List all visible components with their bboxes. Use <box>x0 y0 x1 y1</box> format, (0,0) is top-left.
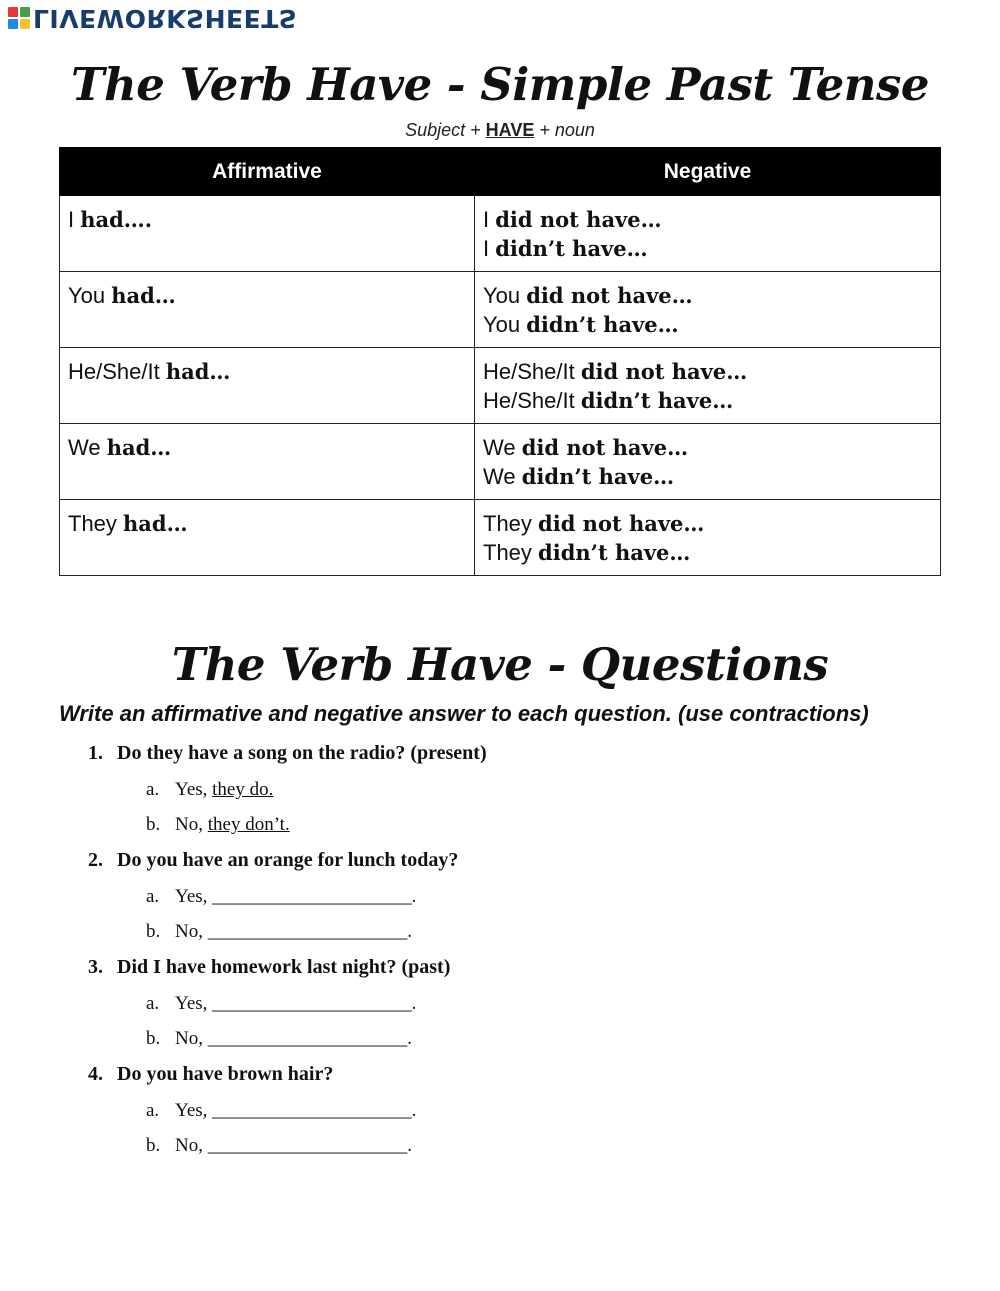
table-row <box>60 272 941 348</box>
answer-line[interactable] <box>146 814 290 836</box>
answer-prefix: No, <box>175 1135 208 1156</box>
answer-blank[interactable]: _____________________. <box>207 921 412 942</box>
affirmative-cell <box>60 500 475 576</box>
answer-letter: b. <box>146 1028 161 1049</box>
logo-block <box>8 19 18 29</box>
answer-line[interactable] <box>146 993 416 1015</box>
verb: didn’t have… <box>526 312 679 337</box>
logo-block <box>8 7 18 17</box>
answer-text[interactable]: they don’t. <box>207 814 290 835</box>
negative-long <box>483 357 932 386</box>
answer-blank[interactable]: _____________________. <box>212 886 417 907</box>
verb: had…. <box>80 207 153 232</box>
affirmative-cell <box>60 348 475 424</box>
logo-blocks-icon <box>8 7 30 29</box>
verb: had… <box>106 435 172 460</box>
verb: didn’t have… <box>495 236 648 261</box>
negative-contraction <box>483 310 932 339</box>
subject: I <box>68 207 81 232</box>
affirmative-cell <box>60 272 475 348</box>
logo-block <box>20 19 30 29</box>
verb: did not have… <box>526 283 693 308</box>
table-header-row <box>60 148 941 196</box>
question <box>88 742 487 765</box>
answer-line[interactable] <box>146 886 416 908</box>
answer-letter: a. <box>146 886 160 907</box>
subject: They <box>483 540 539 565</box>
subject: You <box>68 283 112 308</box>
instructions: Write an affirmative and negative answer to each question. (use contractions) <box>59 701 869 726</box>
answer-prefix: No, <box>175 814 208 835</box>
question-number: 4. <box>88 1063 103 1085</box>
answer-blank[interactable]: _____________________. <box>207 1135 412 1156</box>
subject: We <box>483 464 522 489</box>
verb: did not have… <box>521 435 689 460</box>
verb: didn’t have… <box>580 388 734 413</box>
formula-after: + noun <box>534 120 595 140</box>
subject: We <box>483 435 522 460</box>
verb: didn’t have… <box>538 540 691 565</box>
negative-cell <box>475 348 941 424</box>
verb: did not have… <box>580 359 748 384</box>
negative-long <box>483 433 932 462</box>
negative-contraction <box>483 386 932 415</box>
formula-keyword: HAVE <box>485 120 535 140</box>
answer-letter: b. <box>146 921 161 942</box>
answer-prefix: No, <box>175 1028 208 1049</box>
subject: He/She/It <box>68 359 166 384</box>
verb: had… <box>165 359 231 384</box>
table-row <box>60 500 941 576</box>
header-affirmative: Affirmative <box>60 148 475 196</box>
subject: They <box>68 511 124 536</box>
verb: had… <box>111 283 176 308</box>
question-text: Do you have brown hair? <box>117 1063 334 1085</box>
table-row <box>60 424 941 500</box>
question-text: Do you have an orange for lunch today? <box>117 849 459 871</box>
answer-line[interactable] <box>146 1028 412 1050</box>
answer-prefix: No, <box>175 921 208 942</box>
negative-long <box>483 509 932 538</box>
subject: I <box>483 236 496 261</box>
answer-prefix: Yes, <box>175 779 213 800</box>
logo-block <box>20 7 30 17</box>
question-number: 1. <box>88 742 103 764</box>
answer-prefix: Yes, <box>175 1100 213 1121</box>
negative-cell <box>475 272 941 348</box>
answer-line[interactable] <box>146 921 412 943</box>
negative-cell <box>475 196 941 272</box>
verb: did not have… <box>538 511 705 536</box>
question-number: 3. <box>88 956 103 978</box>
answer-line[interactable] <box>146 779 273 801</box>
question-text: Do they have a song on the radio? (present) <box>117 742 487 764</box>
verb: did not have… <box>495 207 662 232</box>
subject: He/She/It <box>483 388 581 413</box>
negative-cell <box>475 500 941 576</box>
answer-letter: b. <box>146 1135 161 1156</box>
subject: You <box>483 312 527 337</box>
formula-before: Subject + <box>405 120 486 140</box>
answer-letter: b. <box>146 814 161 835</box>
answer-line[interactable] <box>146 1135 412 1157</box>
answer-prefix: Yes, <box>175 886 213 907</box>
subject: He/She/It <box>483 359 581 384</box>
question <box>88 956 450 979</box>
brand-logo <box>8 5 297 31</box>
subject: You <box>483 283 527 308</box>
answer-blank[interactable]: _____________________. <box>212 993 417 1014</box>
question-number: 2. <box>88 849 103 871</box>
affirmative-cell <box>60 424 475 500</box>
brand-name: LIVEWORKSHEETS <box>33 4 298 33</box>
header-negative: Negative <box>475 148 941 196</box>
negative-contraction <box>483 462 932 491</box>
answer-text[interactable]: they do. <box>212 779 274 800</box>
page-title: The Verb Have - Simple Past Tense <box>71 58 929 111</box>
answer-prefix: Yes, <box>175 993 213 1014</box>
verb: had… <box>123 511 188 536</box>
negative-cell <box>475 424 941 500</box>
question-text: Did I have homework last night? (past) <box>117 956 451 978</box>
negative-contraction <box>483 234 932 263</box>
formula <box>0 120 1000 141</box>
answer-letter: a. <box>146 1100 160 1121</box>
subject: I <box>483 207 496 232</box>
answer-blank[interactable]: _____________________. <box>212 1100 417 1121</box>
verb: didn’t have… <box>521 464 675 489</box>
question <box>88 849 458 872</box>
negative-long <box>483 281 932 310</box>
answer-line[interactable] <box>146 1100 416 1122</box>
conjugation-table <box>59 147 941 576</box>
answer-letter: a. <box>146 779 160 800</box>
answer-letter: a. <box>146 993 160 1014</box>
table-row <box>60 196 941 272</box>
affirmative-cell <box>60 196 475 272</box>
subject: We <box>68 435 107 460</box>
answer-blank[interactable]: _____________________. <box>207 1028 412 1049</box>
section-title: The Verb Have - Questions <box>171 638 829 691</box>
negative-contraction <box>483 538 932 567</box>
negative-long <box>483 205 932 234</box>
question <box>88 1063 333 1086</box>
table-row <box>60 348 941 424</box>
subject: They <box>483 511 539 536</box>
